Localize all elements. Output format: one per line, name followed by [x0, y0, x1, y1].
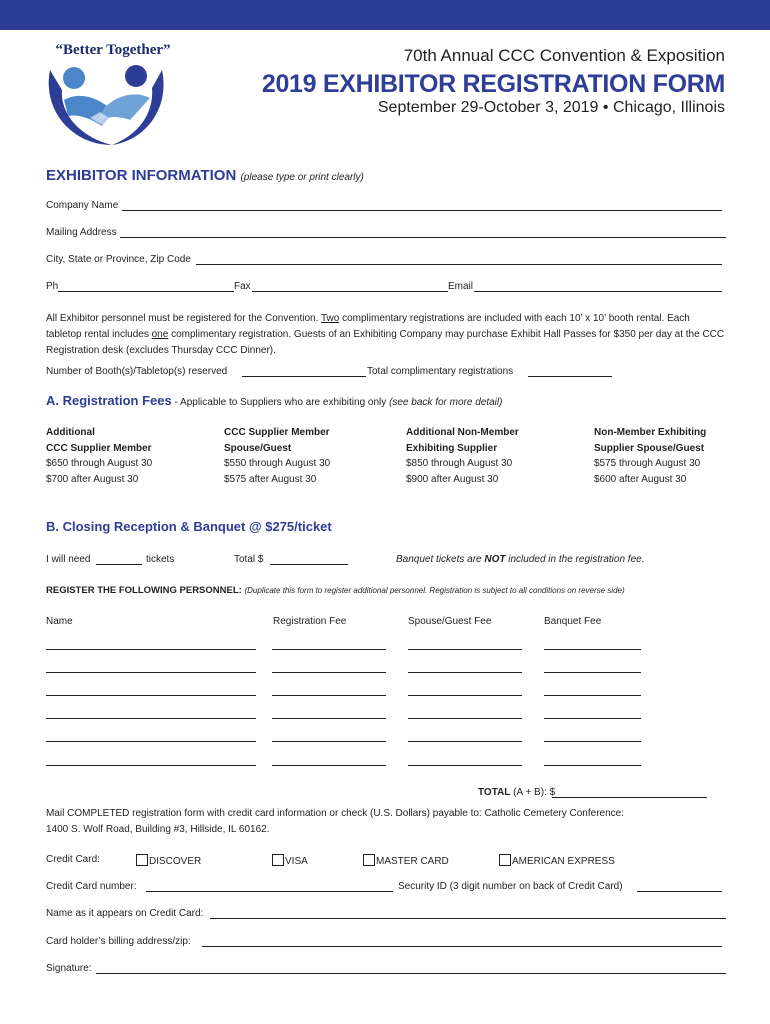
discover-option[interactable]: DISCOVER [136, 854, 201, 867]
tickets-label: tickets [146, 554, 175, 565]
personnel-spouse-fee-field[interactable] [408, 718, 522, 719]
col-registration-fee-header: Registration Fee [273, 616, 347, 627]
exhibitor-policy-paragraph: All Exhibitor personnel must be registered for the Convention. Two complimentary registrations are included with each 10’ x 10’ booth rental. Each tabletop rental includes one complimentary registration. Guests of an Exhibiting Company may purchase Exhibit Hall Passes for $350 per day at the CCC Registration desk (excludes Thursday CCC Dinner). [46, 313, 725, 356]
booths-reserved-label: Number of Booth(s)/Tabletop(s) reserved [46, 366, 228, 377]
mastercard-checkbox[interactable] [363, 854, 375, 866]
phone-field[interactable] [58, 291, 234, 292]
phone-label: Ph [46, 281, 59, 292]
personnel-banquet-fee-field[interactable] [544, 718, 641, 719]
fee-column-additional-member: Additional CCC Supplier Member $650 through August 30 $700 after August 30 [46, 427, 153, 485]
personnel-spouse-fee-field[interactable] [408, 765, 522, 766]
convention-subtitle: 70th Annual CCC Convention & Exposition [403, 46, 725, 65]
personnel-heading: REGISTER THE FOLLOWING PERSONNEL: (Duplicate this form to register additional personnel. Registration is subject to all conditions on reverse side) [46, 585, 625, 596]
personnel-spouse-fee-field[interactable] [408, 672, 522, 673]
total-comp-reg-field[interactable] [528, 376, 612, 377]
registration-fees-heading: A. Registration Fees - Applicable to Suppliers who are exhibiting only (see back for more detail) [46, 393, 503, 408]
personnel-spouse-fee-field[interactable] [408, 695, 522, 696]
city-state-zip-label: City, State or Province, Zip Code [46, 254, 191, 265]
signature-field[interactable] [96, 973, 726, 974]
mail-address: 1400 S. Wolf Road, Building #3, Hillside, IL 60162. [46, 824, 270, 835]
cc-number-label: Credit Card number: [46, 881, 137, 892]
amex-option[interactable]: AMERICAN EXPRESS [499, 854, 615, 867]
security-id-field[interactable] [637, 891, 722, 892]
handshake-logo-icon [42, 60, 172, 150]
convention-logo [38, 40, 188, 150]
billing-address-label: Card holder’s billing address/zip: [46, 936, 191, 947]
email-field[interactable] [474, 291, 722, 292]
fax-label: Fax [234, 281, 251, 292]
col-spouse-fee-header: Spouse/Guest Fee [408, 616, 492, 627]
city-state-zip-field[interactable] [196, 264, 722, 265]
company-name-field[interactable] [122, 210, 722, 211]
col-name-header: Name [46, 616, 73, 627]
exhibitor-info-note: (please type or print clearly) [240, 172, 364, 183]
mailing-address-field[interactable] [120, 237, 726, 238]
signature-label: Signature: [46, 963, 92, 974]
mastercard-option[interactable]: MASTER CARD [363, 854, 449, 867]
fee-column-member-spouse: CCC Supplier Member Spouse/Guest $550 through August 30 $575 after August 30 [224, 427, 331, 485]
personnel-registration-fee-field[interactable] [272, 718, 386, 719]
mailing-address-label: Mailing Address [46, 227, 117, 238]
tickets-quantity-field[interactable] [96, 564, 142, 565]
personnel-banquet-fee-field[interactable] [544, 765, 641, 766]
name-on-card-label: Name as it appears on Credit Card: [46, 908, 204, 919]
grand-total-field[interactable] [552, 797, 707, 798]
personnel-registration-fee-field[interactable] [272, 741, 386, 742]
col-banquet-fee-header: Banquet Fee [544, 616, 602, 627]
visa-option[interactable]: VISA [272, 854, 308, 867]
personnel-name-field[interactable] [46, 765, 256, 766]
banquet-note: Banquet tickets are NOT included in the registration fee. [396, 554, 645, 565]
fax-field[interactable] [252, 291, 448, 292]
grand-total-label: TOTAL (A + B): $ [478, 787, 556, 798]
personnel-banquet-fee-field[interactable] [544, 695, 641, 696]
form-title: 2019 EXHIBITOR REGISTRATION FORM [261, 70, 725, 98]
personnel-banquet-fee-field[interactable] [544, 741, 641, 742]
top-banner-bar [0, 0, 770, 30]
personnel-name-field[interactable] [46, 695, 256, 696]
personnel-name-field[interactable] [46, 718, 256, 719]
visa-checkbox[interactable] [272, 854, 284, 866]
event-dates-location: September 29-October 3, 2019 • Chicago, Illinois [377, 99, 725, 116]
exhibitor-info-heading: EXHIBITOR INFORMATION (please type or print clearly) [46, 167, 364, 184]
email-label: Email [448, 281, 474, 292]
logo-tagline: “Better Together” [55, 42, 171, 58]
credit-card-label: Credit Card: [46, 854, 100, 865]
personnel-name-field[interactable] [46, 649, 256, 650]
personnel-spouse-fee-field[interactable] [408, 649, 522, 650]
booths-reserved-field[interactable] [242, 376, 366, 377]
personnel-banquet-fee-field[interactable] [544, 649, 641, 650]
personnel-registration-fee-field[interactable] [272, 672, 386, 673]
company-name-label: Company Name [46, 200, 119, 211]
personnel-name-field[interactable] [46, 741, 256, 742]
personnel-registration-fee-field[interactable] [272, 695, 386, 696]
personnel-name-field[interactable] [46, 672, 256, 673]
discover-checkbox[interactable] [136, 854, 148, 866]
personnel-banquet-fee-field[interactable] [544, 672, 641, 673]
cc-number-field[interactable] [146, 891, 393, 892]
tickets-need-label: I will need [46, 554, 91, 565]
fee-column-nonmember-supplier: Additional Non-Member Exhibiting Supplier $850 through August 30 $900 after August 30 [406, 427, 519, 485]
security-id-label: Security ID (3 digit number on back of Credit Card) [398, 881, 623, 892]
banquet-heading: B. Closing Reception & Banquet @ $275/ticket [46, 519, 332, 534]
mail-instructions: Mail COMPLETED registration form with credit card information or check (U.S. Dollars) payable to: Catholic Cemetery Conference: [46, 808, 624, 819]
banquet-total-label: Total $ [234, 554, 264, 565]
name-on-card-field[interactable] [210, 918, 726, 919]
personnel-registration-fee-field[interactable] [272, 649, 386, 650]
billing-address-field[interactable] [202, 946, 722, 947]
fee-column-nonmember-spouse: Non-Member Exhibiting Supplier Spouse/Guest $575 through August 30 $600 after August 30 [594, 427, 707, 485]
banquet-total-field[interactable] [270, 564, 348, 565]
total-comp-reg-label: Total complimentary registrations [367, 366, 514, 377]
personnel-registration-fee-field[interactable] [272, 765, 386, 766]
personnel-spouse-fee-field[interactable] [408, 741, 522, 742]
amex-checkbox[interactable] [499, 854, 511, 866]
